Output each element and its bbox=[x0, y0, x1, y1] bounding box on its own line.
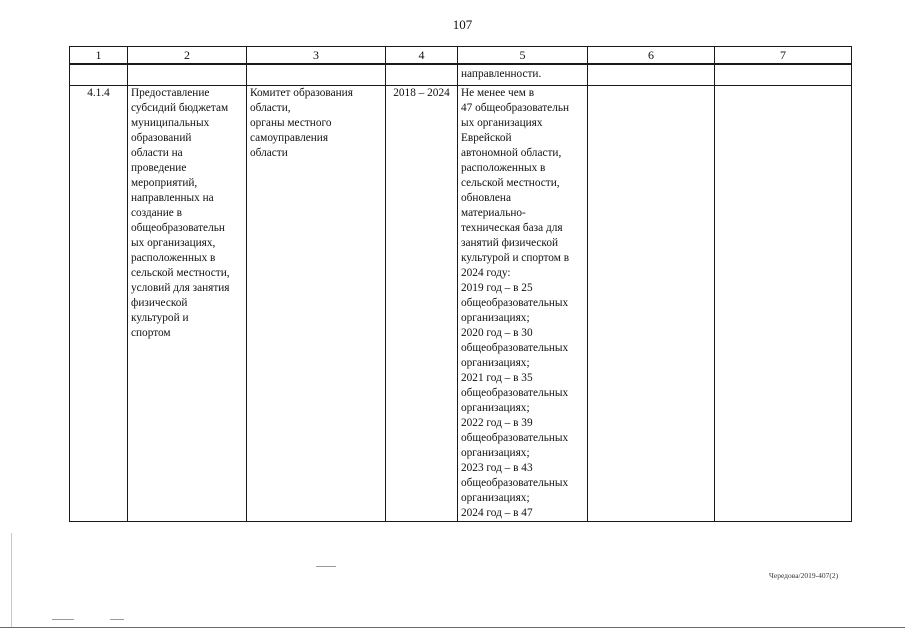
column-header-1: 1 bbox=[70, 47, 128, 65]
activity-cell: Предоставление субсидий бюджетам муниципальных образований области на проведение мероприятий, направленных на создание в общеобразовательн ых организациях, расположенных в сельской местности, условий для занятия физической культурой и спортом bbox=[128, 86, 247, 522]
period-cell: 2018 – 2024 bbox=[386, 86, 458, 522]
cell-empty bbox=[70, 64, 128, 86]
item-number-cell: 4.1.4 bbox=[70, 86, 128, 522]
continuation-result-cell: направленности. bbox=[458, 64, 588, 86]
result-cell: Не менее чем в 47 общеобразовательн ых организациях Еврейской автономной области, расположенных в сельской местности, обновлена материально- техническая база для занятий физической культурой и спортом в 2024 году: 2019 год – в 25 общеобразовательных организациях; 2020 год – в 30 общеобразовательных организациях; 2021 год – в 35 общеобразовательных организациях; 2022 год – в 39 общеобразовательных организациях; 2023 год – в 43 общеобразовательных организациях; 2024 год – в 47 bbox=[458, 86, 588, 522]
column-header-4: 4 bbox=[386, 47, 458, 65]
column-header-5: 5 bbox=[458, 47, 588, 65]
column-7-cell bbox=[715, 86, 852, 522]
executor-cell: Комитет образования области, органы местного самоуправления области bbox=[247, 86, 386, 522]
table-row-continuation bbox=[70, 64, 852, 86]
document-footer-code: Чередова/2019-407(2) bbox=[769, 571, 839, 580]
column-header-2: 2 bbox=[128, 47, 247, 65]
column-6-cell bbox=[588, 86, 715, 522]
cell-empty bbox=[247, 64, 386, 86]
scan-margin-line bbox=[11, 533, 12, 628]
scan-speck bbox=[52, 619, 74, 620]
column-header-7: 7 bbox=[715, 47, 852, 65]
table-row bbox=[70, 86, 852, 522]
measures-table bbox=[69, 46, 852, 522]
cell-empty bbox=[715, 64, 852, 86]
cell-empty bbox=[386, 64, 458, 86]
column-header-3: 3 bbox=[247, 47, 386, 65]
column-header-6: 6 bbox=[588, 47, 715, 65]
scan-bottom-edge bbox=[0, 627, 905, 628]
scan-speck bbox=[110, 619, 124, 620]
cell-empty bbox=[588, 64, 715, 86]
header-row bbox=[70, 47, 852, 65]
scan-speck bbox=[316, 566, 336, 567]
cell-empty bbox=[128, 64, 247, 86]
page-number: 107 bbox=[452, 17, 473, 32]
